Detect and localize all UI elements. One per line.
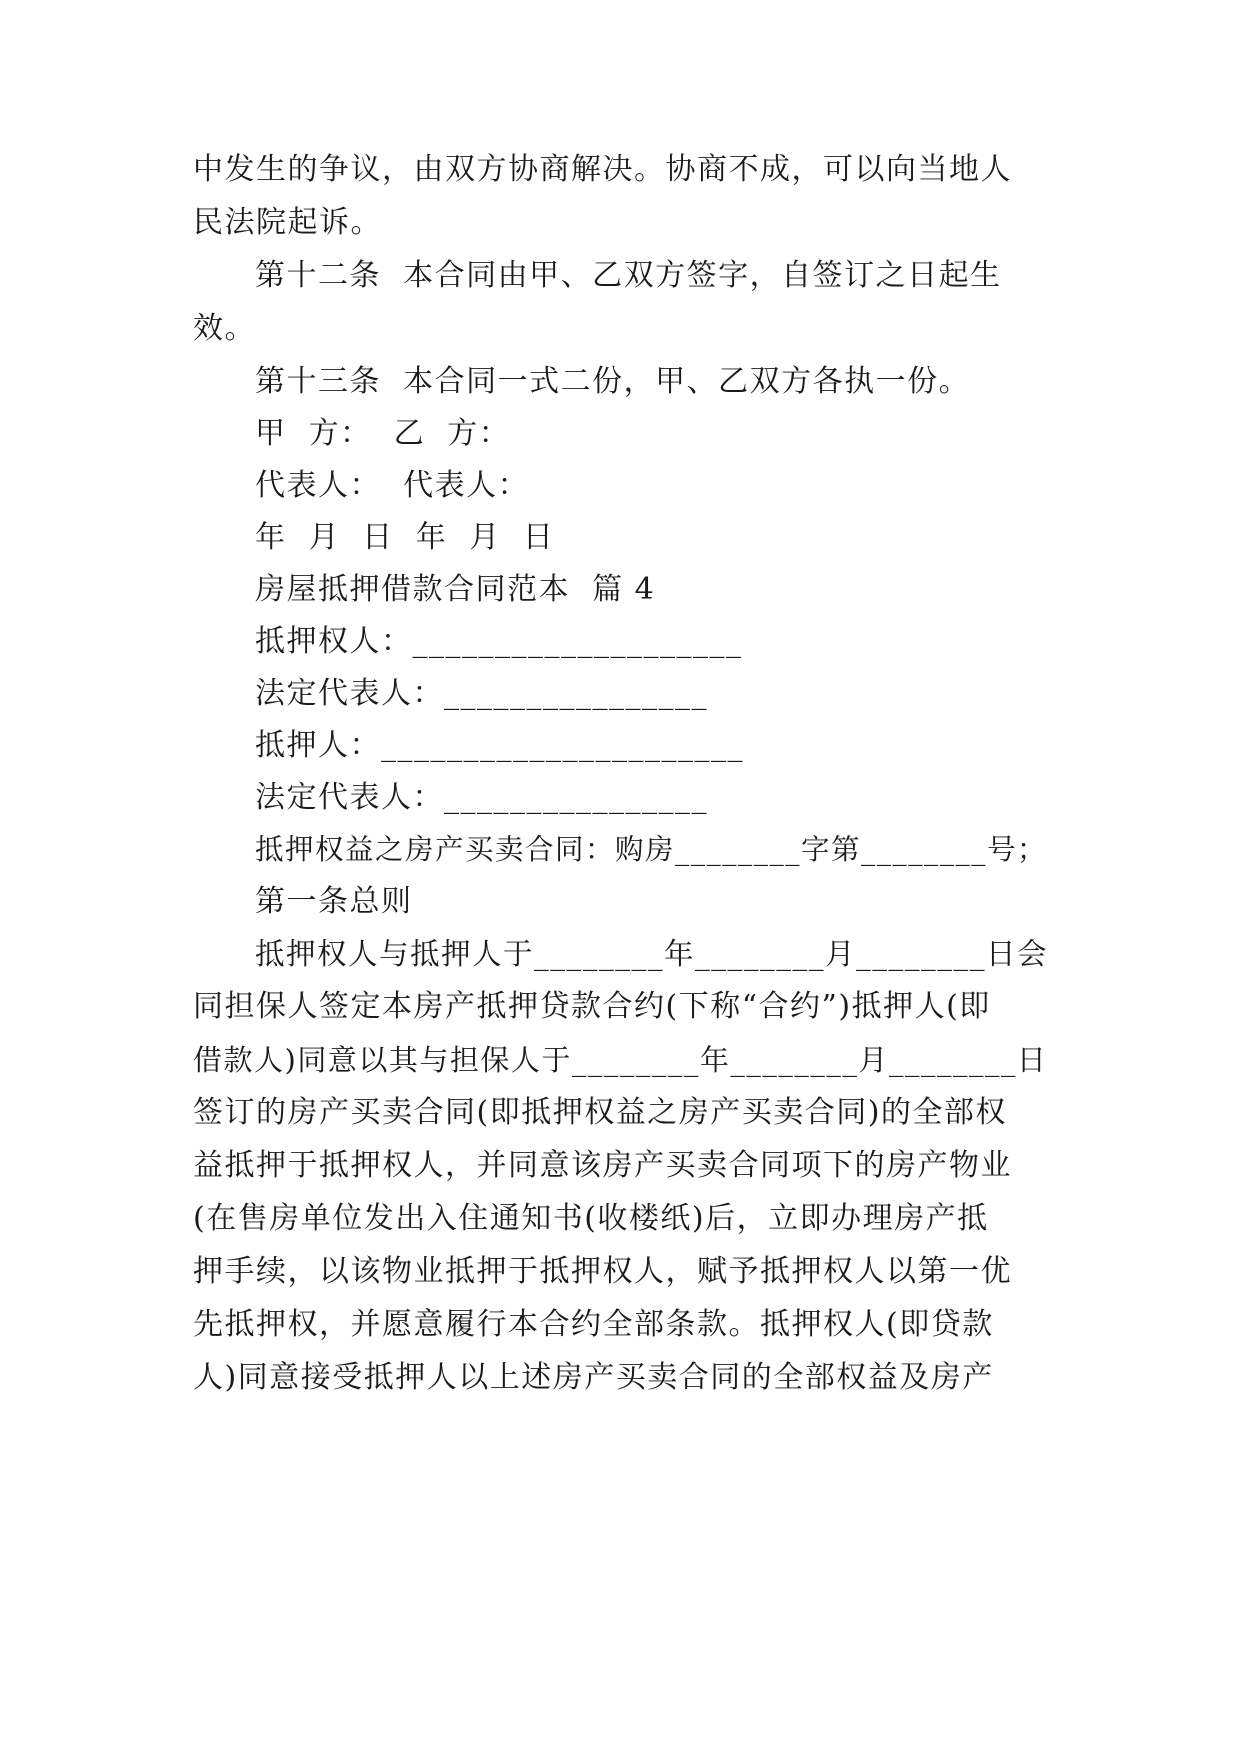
- paragraph-line: 中发生的争议，由双方协商解决。协商不成，可以向当地人: [193, 152, 1012, 187]
- mortgagee-field: 抵押权人：____________________: [255, 624, 743, 659]
- paragraph-line: 效。: [193, 311, 256, 346]
- mortgagor-field: 抵押人：______________________: [255, 728, 744, 763]
- paragraph-line: 押手续，以该物业抵押于抵押权人，赋予抵押权人以第一优: [193, 1254, 1012, 1289]
- legal-rep-field: 法定代表人：________________: [255, 676, 708, 711]
- representative-label-line: 代表人： 代表人：: [255, 468, 530, 503]
- paragraph-line: 抵押权人与抵押人于________年________月________日会: [255, 937, 1049, 971]
- paragraph-line: 同担保人签定本房产抵押贷款合约(下称“合约”)抵押人(即: [193, 989, 991, 1024]
- article-12-line: 第十二条 本合同由甲、乙双方签字，自签订之日起生: [255, 258, 1002, 293]
- contract-number-field: 抵押权益之房产买卖合同：购房________字第________号；: [255, 833, 1048, 866]
- paragraph-line: (在售房单位发出入住通知书(收楼纸)后，立即办理房产抵: [193, 1201, 989, 1236]
- party-label-line: 甲 方： 乙 方：: [255, 416, 511, 451]
- paragraph-line: 益抵押于抵押权人，并同意该房产买卖合同项下的房产物业: [193, 1148, 1012, 1183]
- paragraph-line: 借款人)同意以其与担保人于________年________月________日: [193, 1043, 1048, 1077]
- date-label-line: 年 月 日 年 月 日: [255, 520, 555, 555]
- legal-rep-field: 法定代表人：________________: [255, 780, 708, 815]
- article-13-line: 第十三条 本合同一式二份，甲、乙双方各执一份。: [255, 364, 971, 399]
- section-heading: 房屋抵押借款合同范本 篇 4: [255, 572, 656, 607]
- paragraph-line: 先抵押权，并愿意履行本合约全部条款。抵押权人(即贷款: [193, 1307, 994, 1342]
- paragraph-line: 人)同意接受抵押人以上述房产买卖合同的全部权益及房产: [193, 1360, 994, 1395]
- paragraph-line: 签订的房产买卖合同(即抵押权益之房产买卖合同)的全部权: [193, 1095, 1007, 1130]
- article-heading: 第一条总则: [255, 884, 413, 919]
- paragraph-line: 民法院起诉。: [193, 205, 382, 240]
